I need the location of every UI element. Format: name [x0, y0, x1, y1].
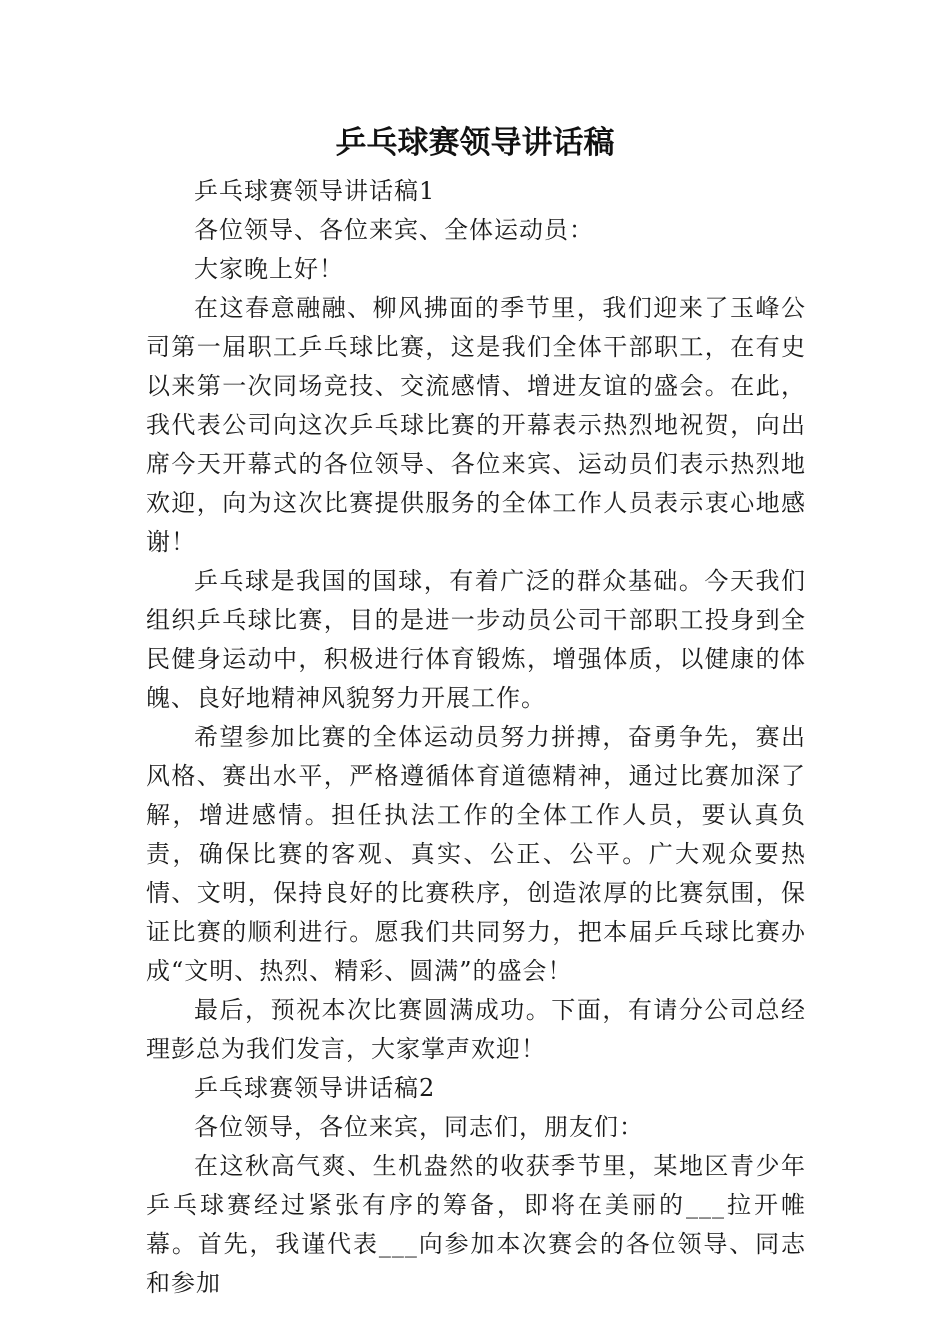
- paragraph: 在这秋高气爽、生机盎然的收获季节里，某地区青少年乒乓球赛经过紧张有序的筹备，即将在美丽的___拉开帷幕。首先，我谨代表___向参加本次赛会的各位领导、同志和参加: [146, 1152, 806, 1297]
- paragraph: 在这春意融融、柳风拂面的季节里，我们迎来了玉峰公司第一届职工乒乓球比赛，这是我们全体干部职工，在有史以来第一次同场竞技、交流感情、增进友谊的盛会。在此，我代表公司向这次乒乓球比赛的开幕表示热烈地祝贺，向出席今天开幕式的各位领导、各位来宾、运动员们表示热烈地欢迎，向为这次比赛提供服务的全体工作人员表示衷心地感谢！: [146, 294, 806, 556]
- paragraph: 各位领导，各位来宾，同志们，朋友们：: [194, 1113, 644, 1141]
- paragraph: 最后，预祝本次比赛圆满成功。下面，有请分公司总经理彭总为我们发言，大家掌声欢迎！: [146, 996, 806, 1063]
- paragraph: 乒乓球是我国的国球，有着广泛的群众基础。今天我们组织乒乓球比赛，目的是进一步动员公司干部职工投身到全民健身运动中，积极进行体育锻炼，增强体质，以健康的体魄、良好地精神风貌努力开展工作。: [146, 567, 806, 712]
- paragraph: 大家晚上好！: [194, 255, 344, 283]
- paragraph: 乒乓球赛领导讲话稿2: [194, 1074, 436, 1102]
- document-body: [146, 172, 806, 1303]
- document-title: 乒乓球赛领导讲话稿: [335, 125, 615, 161]
- paragraph: 希望参加比赛的全体运动员努力拼搏，奋勇争先，赛出风格、赛出水平，严格遵循体育道德精神，通过比赛加深了解，增进感情。担任执法工作的全体工作人员，要认真负责，确保比赛的客观、真实、公正、公平。广大观众要热情、文明，保持良好的比赛秩序，创造浓厚的比赛氛围，保证比赛的顺利进行。愿我们共同努力，把本届乒乓球比赛办成“文明、热烈、精彩、圆满”的盛会！: [146, 723, 806, 985]
- paragraph: 各位领导、各位来宾、全体运动员：: [194, 216, 594, 244]
- paragraph: 乒乓球赛领导讲话稿1: [194, 177, 436, 205]
